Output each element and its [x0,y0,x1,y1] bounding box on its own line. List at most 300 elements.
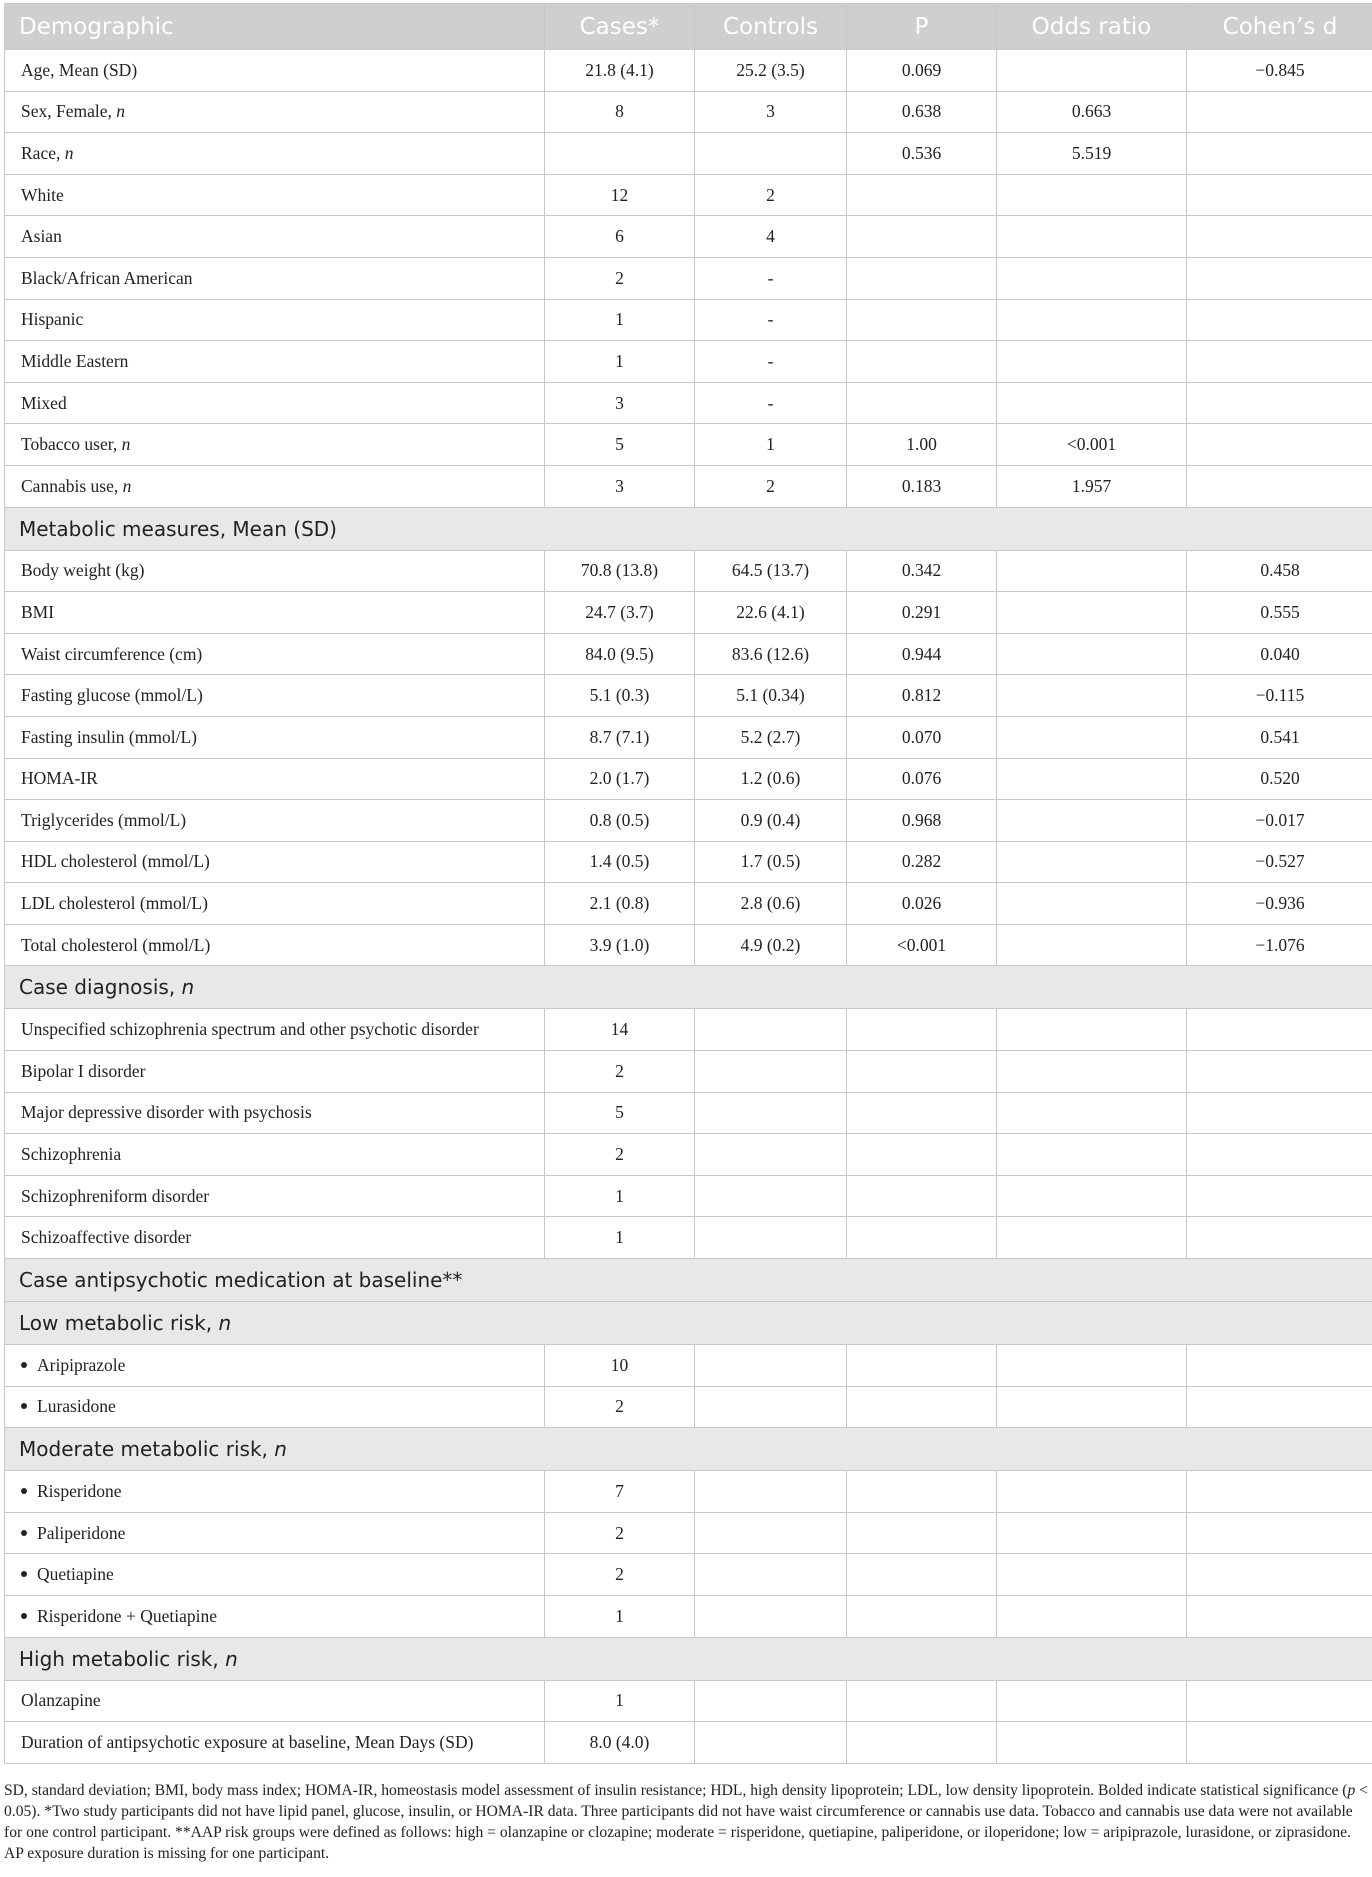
row-label [5,675,545,717]
table-row [5,1175,1372,1217]
cell-cases: 5.1 (0.3) [545,675,695,717]
cell-odds-ratio [997,1471,1187,1513]
row-label-text: Body weight (kg) [21,560,145,581]
section-title [5,1428,1372,1471]
section-header-row [5,507,1372,550]
cell-p: 0.282 [847,841,997,883]
cell-controls [695,1512,847,1554]
cell-controls [695,1345,847,1387]
header-cases: Cases* [545,4,695,50]
row-label-text: Sex, Female, [21,101,117,122]
cell-p [847,1680,997,1722]
row-label-text: Black/African American [21,267,193,288]
cell-p: 0.069 [847,50,997,92]
row-label-text: BMI [21,601,55,622]
row-label-text: Tobacco user, [21,434,122,455]
cell-cohens-d [1187,465,1372,507]
header-controls: Controls [695,4,847,50]
cell-cohens-d [1187,1345,1372,1387]
cell-p [847,1386,997,1428]
table-row [5,675,1372,717]
row-label [5,1722,545,1764]
row-label [5,633,545,675]
bullet-icon [21,1362,27,1368]
section-label: Case antipsychotic medication at baseline** [19,1268,463,1293]
cell-controls: 2.8 (0.6) [695,883,847,925]
row-label [5,1680,545,1722]
row-label [5,1217,545,1259]
bullet-icon [21,1571,27,1577]
cell-controls: 4 [695,216,847,258]
bullet-icon [21,1488,27,1494]
cell-cohens-d [1187,299,1372,341]
table-row [5,550,1372,592]
cell-odds-ratio [997,382,1187,424]
cell-cohens-d: −0.115 [1187,675,1372,717]
cell-p: 0.183 [847,465,997,507]
cell-p [847,1596,997,1638]
cell-cohens-d [1187,1512,1372,1554]
cell-odds-ratio [997,216,1187,258]
row-label-text: Bipolar I disorder [21,1060,146,1081]
cell-odds-ratio: <0.001 [997,424,1187,466]
cell-odds-ratio [997,592,1187,634]
cell-controls [695,1051,847,1093]
table-row [5,1009,1372,1051]
row-label-text: Aripiprazole [37,1354,126,1375]
cell-odds-ratio [997,633,1187,675]
table-row [5,633,1372,675]
table-row [5,299,1372,341]
cell-p [847,216,997,258]
table-row [5,1092,1372,1134]
cell-p: 0.070 [847,716,997,758]
row-label [5,382,545,424]
cell-cases: 2 [545,1554,695,1596]
cell-controls [695,1092,847,1134]
row-label-text: Cannabis use, [21,475,123,496]
cell-cases: 1 [545,1596,695,1638]
row-label [5,550,545,592]
section-title [5,1259,1372,1302]
cell-controls: 2 [695,465,847,507]
cell-cases [545,133,695,175]
row-label [5,257,545,299]
footnote-text [4,1780,1370,1864]
cell-p [847,1512,997,1554]
cell-cases: 2.1 (0.8) [545,883,695,925]
section-unit: n [225,1646,238,1671]
cell-cases: 10 [545,1345,695,1387]
cell-p [847,382,997,424]
section-header-row [5,1637,1372,1680]
cell-p [847,1092,997,1134]
cell-cases: 3.9 (1.0) [545,924,695,966]
cell-odds-ratio [997,1512,1187,1554]
table-row [5,216,1372,258]
cell-controls: - [695,299,847,341]
cell-p [847,1217,997,1259]
cell-cases: 2 [545,1512,695,1554]
table-row [5,1554,1372,1596]
cell-odds-ratio [997,1051,1187,1093]
cell-controls: 3 [695,91,847,133]
cell-cases: 8.7 (7.1) [545,716,695,758]
table-row [5,1051,1372,1093]
cell-cases: 2.0 (1.7) [545,758,695,800]
table-row [5,1134,1372,1176]
cell-odds-ratio [997,1722,1187,1764]
cell-controls [695,1134,847,1176]
section-header-row [5,966,1372,1009]
row-label-text: Age, Mean (SD) [21,59,138,80]
section-title [5,1637,1372,1680]
cell-cases: 2 [545,1134,695,1176]
cell-cases: 1 [545,1175,695,1217]
cell-cohens-d [1187,424,1372,466]
row-label-text: Fasting insulin (mmol/L) [21,726,197,747]
row-label-text: White [21,184,64,205]
cell-odds-ratio [997,550,1187,592]
section-label: Moderate metabolic risk, [19,1437,275,1462]
row-label [5,50,545,92]
table-header [5,4,1372,50]
cell-cohens-d [1187,257,1372,299]
table-row [5,592,1372,634]
table-row [5,50,1372,92]
cell-p: <0.001 [847,924,997,966]
row-label-text: Total cholesterol (mmol/L) [21,934,211,955]
cell-cases: 8.0 (4.0) [545,1722,695,1764]
row-label [5,1134,545,1176]
footnote-p-symbol: p [1347,1782,1356,1799]
cell-cases: 1 [545,341,695,383]
cell-odds-ratio [997,841,1187,883]
cell-controls [695,1175,847,1217]
header-row [5,4,1372,50]
cell-cohens-d [1187,1009,1372,1051]
table-row [5,1471,1372,1513]
cell-p: 0.638 [847,91,997,133]
row-label-text: Schizophreniform disorder [21,1185,210,1206]
row-label [5,216,545,258]
cell-cohens-d [1187,1680,1372,1722]
cell-cases: 1 [545,1217,695,1259]
cell-cohens-d [1187,341,1372,383]
cell-cohens-d [1187,1722,1372,1764]
table-row [5,382,1372,424]
cell-p [847,1345,997,1387]
cell-p [847,1134,997,1176]
row-label [5,1386,545,1428]
demographics-table [4,3,1372,1764]
section-header-row [5,1259,1372,1302]
row-label [5,1009,545,1051]
row-label-text: HOMA-IR [21,768,98,789]
cell-p [847,1471,997,1513]
cell-cases: 7 [545,1471,695,1513]
header-cohens-d: Cohen’s d [1187,4,1372,50]
bullet-icon [21,1403,27,1409]
cell-p [847,174,997,216]
row-label-text: Paliperidone [37,1522,126,1543]
header-p: P [847,4,997,50]
header-odds-ratio: Odds ratio [997,4,1187,50]
cell-odds-ratio [997,1134,1187,1176]
cell-p: 0.812 [847,675,997,717]
row-label [5,758,545,800]
row-label [5,924,545,966]
table-row [5,758,1372,800]
section-header-row [5,1302,1372,1345]
row-unit: n [121,434,131,455]
table-row [5,1345,1372,1387]
cell-odds-ratio [997,800,1187,842]
row-label-text: Duration of antipsychotic exposure at baseline, Mean Days (SD) [21,1731,474,1752]
cell-p: 0.944 [847,633,997,675]
cell-controls: 83.6 (12.6) [695,633,847,675]
cell-cases: 24.7 (3.7) [545,592,695,634]
cell-controls: 1.2 (0.6) [695,758,847,800]
row-label-text: Risperidone [37,1481,122,1502]
cell-odds-ratio [997,50,1187,92]
cell-cohens-d: −0.527 [1187,841,1372,883]
cell-odds-ratio [997,924,1187,966]
cell-cohens-d [1187,1554,1372,1596]
bullet-icon [21,1530,27,1536]
footnote-part1: SD, standard deviation; BMI, body mass index; HOMA-IR, homeostasis model assessment of insulin resistance; HDL, high density lipoprotein; LDL, low density lipoprotein. Bolded indicate statistical significance ( [4,1782,1348,1799]
cell-p [847,257,997,299]
table-row [5,883,1372,925]
cell-cases: 2 [545,257,695,299]
row-label [5,1596,545,1638]
section-label: Low metabolic risk, [19,1311,219,1336]
table-row [5,1722,1372,1764]
row-label-text: Unspecified schizophrenia spectrum and other psychotic disorder [21,1019,479,1040]
cell-odds-ratio [997,883,1187,925]
cell-controls: 22.6 (4.1) [695,592,847,634]
cell-cases: 8 [545,91,695,133]
row-label-text: Triglycerides (mmol/L) [21,809,187,830]
cell-cohens-d: −0.017 [1187,800,1372,842]
table-row [5,1680,1372,1722]
section-header-row [5,1428,1372,1471]
row-label-text: Asian [21,226,62,247]
row-label [5,800,545,842]
table-row [5,424,1372,466]
cell-controls [695,1217,847,1259]
row-label-text: Lurasidone [37,1396,116,1417]
row-label [5,91,545,133]
row-label [5,1512,545,1554]
cell-controls: 1.7 (0.5) [695,841,847,883]
row-label [5,465,545,507]
cell-controls [695,133,847,175]
cell-p: 0.291 [847,592,997,634]
table-row [5,716,1372,758]
cell-odds-ratio [997,1680,1187,1722]
cell-p [847,1554,997,1596]
cell-controls: 4.9 (0.2) [695,924,847,966]
table-body [5,50,1372,1764]
row-label [5,1345,545,1387]
row-label-text: Hispanic [21,309,84,330]
row-label-text: Major depressive disorder with psychosis [21,1102,312,1123]
cell-p: 1.00 [847,424,997,466]
row-label [5,1554,545,1596]
cell-cohens-d [1187,1051,1372,1093]
cell-controls [695,1722,847,1764]
cell-cohens-d: −0.845 [1187,50,1372,92]
header-demographic: Demographic [5,4,545,50]
row-label [5,299,545,341]
cell-controls: 2 [695,174,847,216]
table-row [5,91,1372,133]
cell-p [847,299,997,341]
cell-controls [695,1386,847,1428]
cell-odds-ratio [997,1345,1187,1387]
cell-cases: 3 [545,465,695,507]
cell-odds-ratio [997,299,1187,341]
section-label: High metabolic risk, [19,1646,226,1671]
row-label-text: HDL cholesterol (mmol/L) [21,851,210,872]
cell-cases: 1.4 (0.5) [545,841,695,883]
row-label [5,133,545,175]
footnote-part2: < 0.05). *Two study participants did not have lipid panel, glucose, insulin, or HOMA-IR data. Three participants did not have waist circumference or cannabis use data. Tobacco and cannabis use data were not available for one control participant. **AAP risk groups were defined as follows: high = olanzapine or clozapine; moderate = risperidone, quetiapine, paliperidone, or iloperidone; low = aripiprazole, lurasidone, or ziprasidone. AP exposure duration is missing for one participant. [4,1782,1368,1862]
row-label [5,1471,545,1513]
row-label [5,1175,545,1217]
cell-cases: 5 [545,1092,695,1134]
section-title [5,1302,1372,1345]
cell-odds-ratio [997,1554,1187,1596]
cell-odds-ratio [997,1217,1187,1259]
cell-cohens-d [1187,382,1372,424]
cell-cases: 14 [545,1009,695,1051]
cell-cases: 12 [545,174,695,216]
cell-cohens-d: −0.936 [1187,883,1372,925]
cell-p [847,1175,997,1217]
cell-odds-ratio [997,174,1187,216]
row-label [5,841,545,883]
bullet-icon [21,1613,27,1619]
cell-controls [695,1009,847,1051]
cell-cases: 70.8 (13.8) [545,550,695,592]
cell-cases: 1 [545,1680,695,1722]
cell-controls [695,1554,847,1596]
cell-cases: 2 [545,1051,695,1093]
cell-cases: 1 [545,299,695,341]
cell-controls: 5.1 (0.34) [695,675,847,717]
cell-cases: 21.8 (4.1) [545,50,695,92]
cell-controls: 5.2 (2.7) [695,716,847,758]
cell-odds-ratio: 0.663 [997,91,1187,133]
table-row [5,924,1372,966]
row-label-text: LDL cholesterol (mmol/L) [21,893,208,914]
cell-odds-ratio [997,758,1187,800]
table-row [5,174,1372,216]
cell-odds-ratio [997,1092,1187,1134]
cell-cohens-d [1187,1175,1372,1217]
row-label-text: Schizoaffective disorder [21,1227,192,1248]
section-title [5,507,1372,550]
cell-odds-ratio [997,1009,1187,1051]
row-label-text: Mixed [21,392,67,413]
cell-controls [695,1680,847,1722]
cell-odds-ratio: 5.519 [997,133,1187,175]
cell-p [847,341,997,383]
cell-controls: - [695,382,847,424]
cell-odds-ratio: 1.957 [997,465,1187,507]
cell-controls: 0.9 (0.4) [695,800,847,842]
row-label-text: Risperidone + Quetiapine [37,1605,217,1626]
cell-cases: 84.0 (9.5) [545,633,695,675]
table-row [5,133,1372,175]
table-row [5,257,1372,299]
cell-controls: 25.2 (3.5) [695,50,847,92]
cell-odds-ratio [997,1386,1187,1428]
cell-cases: 6 [545,216,695,258]
cell-cohens-d [1187,1217,1372,1259]
row-label [5,716,545,758]
table-row [5,1596,1372,1638]
cell-cohens-d [1187,1134,1372,1176]
cell-cohens-d [1187,1471,1372,1513]
table-row [5,341,1372,383]
cell-cohens-d: 0.520 [1187,758,1372,800]
table-row [5,800,1372,842]
row-unit: n [64,142,74,163]
cell-p [847,1722,997,1764]
section-label: Metabolic measures, Mean (SD) [19,516,337,541]
cell-controls: 1 [695,424,847,466]
row-label [5,1051,545,1093]
cell-p: 0.968 [847,800,997,842]
cell-p: 0.342 [847,550,997,592]
row-label-text: Olanzapine [21,1690,101,1711]
row-label [5,424,545,466]
cell-p: 0.026 [847,883,997,925]
cell-cohens-d [1187,1092,1372,1134]
cell-controls: 64.5 (13.7) [695,550,847,592]
cell-cases: 2 [545,1386,695,1428]
cell-controls [695,1596,847,1638]
table-row [5,841,1372,883]
cell-cohens-d [1187,174,1372,216]
cell-p [847,1051,997,1093]
row-label-text: Middle Eastern [21,350,129,371]
cell-cohens-d: 0.555 [1187,592,1372,634]
cell-cases: 5 [545,424,695,466]
demographics-table-container [4,3,1372,1764]
table-footnote [4,1780,1370,1864]
section-unit: n [274,1437,287,1462]
table-row [5,1386,1372,1428]
section-unit: n [181,975,195,1000]
row-label-text: Schizophrenia [21,1144,122,1165]
row-label-text: Race, [21,142,65,163]
row-label [5,592,545,634]
cell-odds-ratio [997,341,1187,383]
section-unit: n [218,1311,232,1336]
row-label [5,174,545,216]
cell-odds-ratio [997,716,1187,758]
cell-controls [695,1471,847,1513]
cell-cohens-d [1187,1596,1372,1638]
cell-controls: - [695,341,847,383]
row-label [5,341,545,383]
table-row [5,1512,1372,1554]
cell-cohens-d: −1.076 [1187,924,1372,966]
